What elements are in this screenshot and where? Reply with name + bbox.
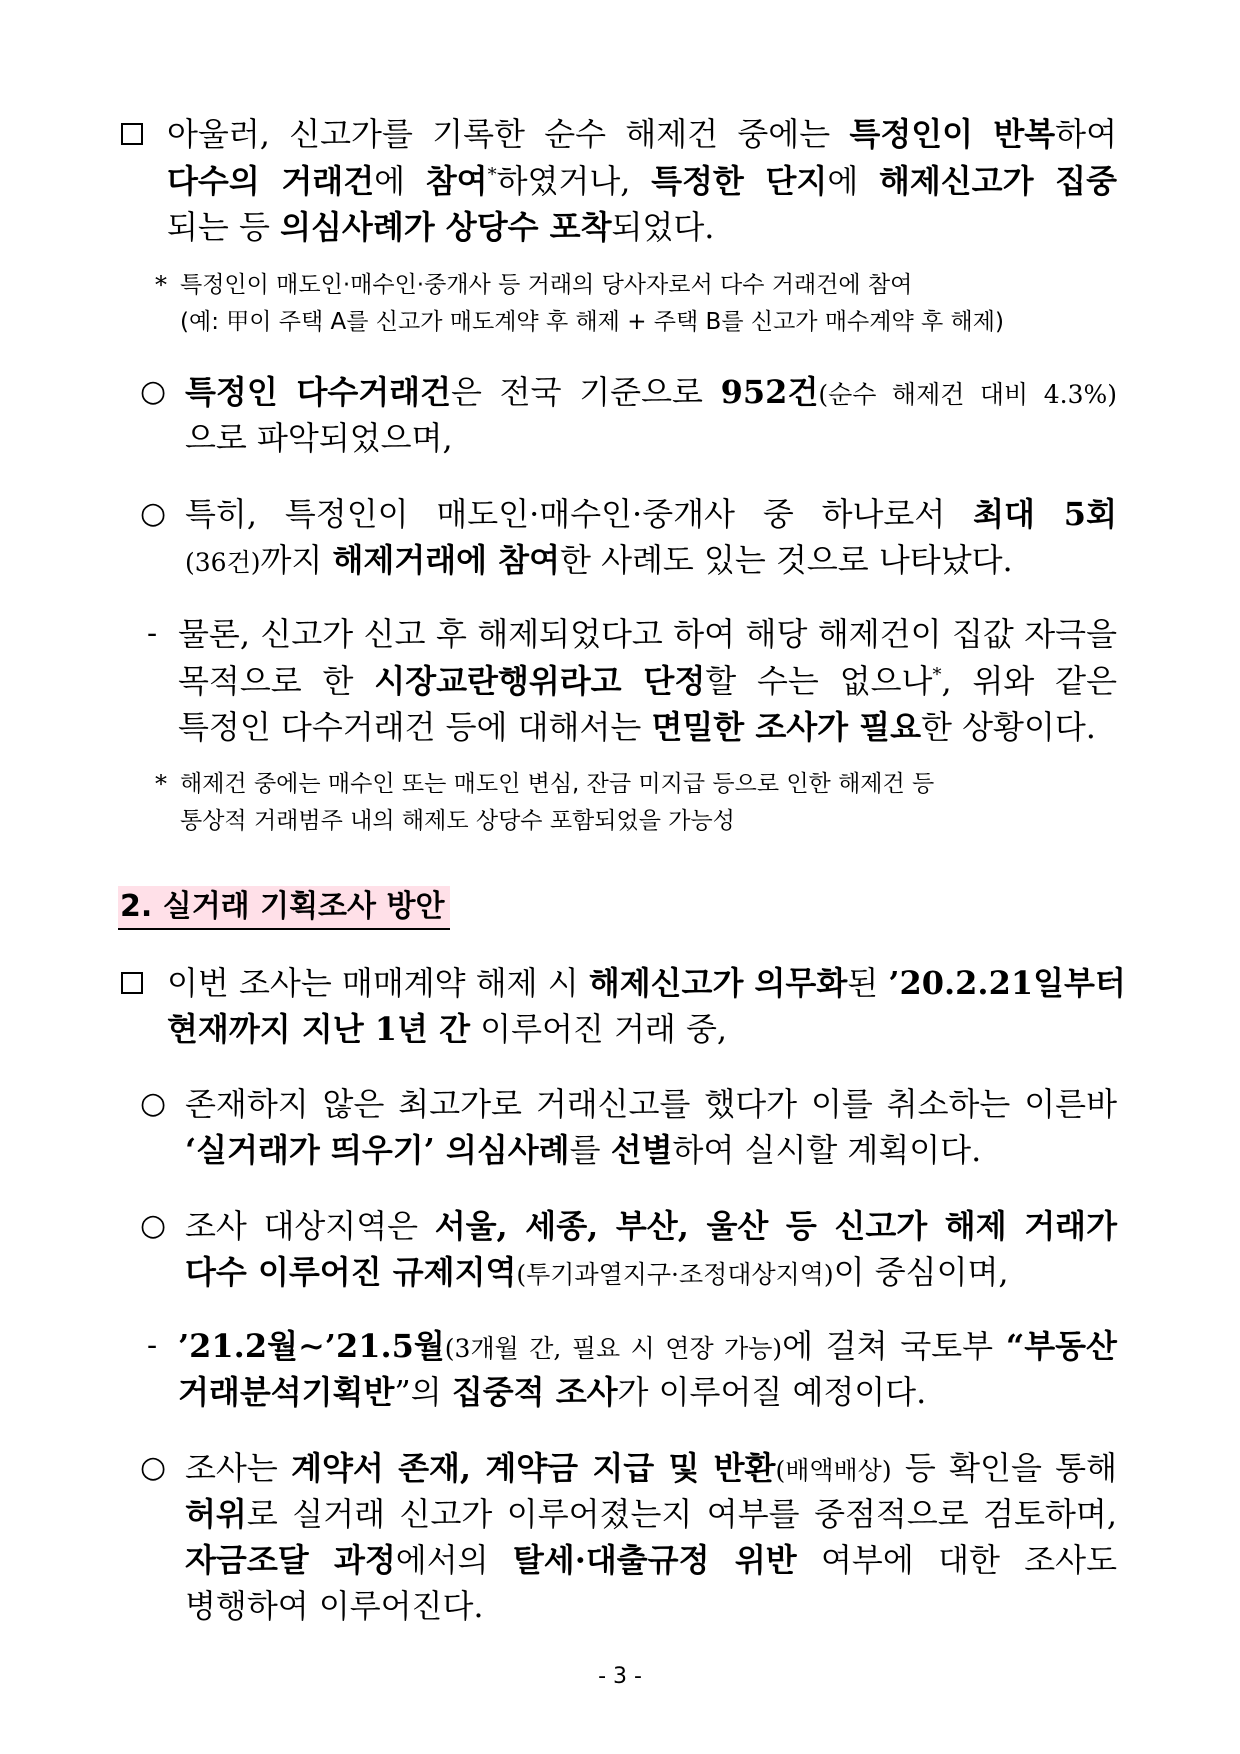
p6-line-2: ‘실거래가 띄우기’ 의심사례를 선별하여 실시할 계획이다. [185, 1131, 982, 1169]
p4-line-1: 물론, 신고가 신고 후 해제되었다고 하여 해당 해제건이 집값 자극을 [178, 615, 1117, 653]
page-number: - 3 - [598, 1664, 642, 1689]
circle-bullet-icon: ○ [140, 374, 167, 409]
p9-line-3: 자금조달 과정에서의 탈세·대출규정 위반 여부에 대한 조사도 [185, 1541, 1117, 1579]
note1-line-2: (예: 甲이 주택 A를 신고가 매도계약 후 해제 + 주택 B를 신고가 매수계약 후 해제) [180, 309, 1004, 335]
p4-line-2: 목적으로 한 시장교란행위라고 단정할 수는 없으나*, 위와 같은 [178, 662, 1117, 700]
dash-bullet-icon: - [147, 616, 158, 651]
p3-line-1: 특히, 특정인이 매도인·매수인·중개사 중 하나로서 최대 5회 [185, 495, 1117, 533]
dash-bullet-icon: - [147, 1328, 158, 1363]
p7-line-1: 조사 대상지역은 서울, 세종, 부산, 울산 등 신고가 해제 거래가 [185, 1207, 1117, 1245]
circle-bullet-icon: ○ [140, 1086, 167, 1121]
p3-line-2: (36건)까지 해제거래에 참여한 사례도 있는 것으로 나타났다. [185, 541, 1013, 579]
p1-line-1: 아울러, 신고가를 기록한 순수 해제건 중에는 특정인이 반복하여 [167, 115, 1117, 153]
p7-line-2: 다수 이루어진 규제지역(투기과열지구·조정대상지역)이 중심이며, [185, 1253, 1009, 1291]
note1-line-1: 특정인이 매도인·매수인·중개사 등 거래의 당사자로서 다수 거래건에 참여 [180, 272, 913, 298]
p9-line-4: 병행하여 이루어진다. [185, 1587, 484, 1625]
square-bullet-icon [121, 123, 143, 145]
p5-line-2: 현재까지 지난 1년 간 이루어진 거래 중, [167, 1010, 728, 1048]
asterisk-marker-icon: * [155, 271, 167, 299]
p6-line-1: 존재하지 않은 최고가로 거래신고를 했다가 이를 취소하는 이른바 [185, 1085, 1117, 1123]
circle-bullet-icon: ○ [140, 1208, 167, 1243]
p5-line-1: 이번 조사는 매매계약 해제 시 해제신고가 의무화된 ’20.2.21일부터 [167, 964, 1126, 1002]
p1-line-3: 되는 등 의심사례가 상당수 포착되었다. [167, 208, 715, 246]
square-bullet-icon [121, 972, 143, 994]
p8-line-2: 거래분석기획반”의 집중적 조사가 이루어질 예정이다. [178, 1373, 927, 1411]
circle-bullet-icon: ○ [140, 496, 167, 531]
note2-line-1: 해제건 중에는 매수인 또는 매도인 변심, 잔금 미지급 등으로 인한 해제건 등 [180, 771, 935, 797]
p2-line-1: 특정인 다수거래건은 전국 기준으로 952건(순수 해제건 대비 4.3%) [185, 373, 1117, 411]
p8-line-1: ’21.2월∼’21.5월(3개월 간, 필요 시 연장 가능)에 걸쳐 국토부 “부동산 [178, 1327, 1117, 1365]
p9-line-1: 조사는 계약서 존재, 계약금 지급 및 반환(배액배상) 등 확인을 통해 [185, 1449, 1117, 1487]
p4-line-3: 특정인 다수거래건 등에 대해서는 면밀한 조사가 필요한 상황이다. [178, 708, 1096, 746]
circle-bullet-icon: ○ [140, 1450, 167, 1485]
p9-line-2: 허위로 실거래 신고가 이루어졌는지 여부를 중점적으로 검토하며, [185, 1495, 1117, 1533]
note2-line-2: 통상적 거래범주 내의 해제도 상당수 포함되었을 가능성 [180, 808, 735, 834]
section-heading: 2. 실거래 기획조사 방안 [118, 886, 450, 930]
p2-line-2: 으로 파악되었으며, [185, 419, 453, 457]
p1-line-2: 다수의 거래건에 참여*하였거나, 특정한 단지에 해제신고가 집중 [167, 162, 1117, 200]
asterisk-marker-icon: * [155, 770, 167, 798]
